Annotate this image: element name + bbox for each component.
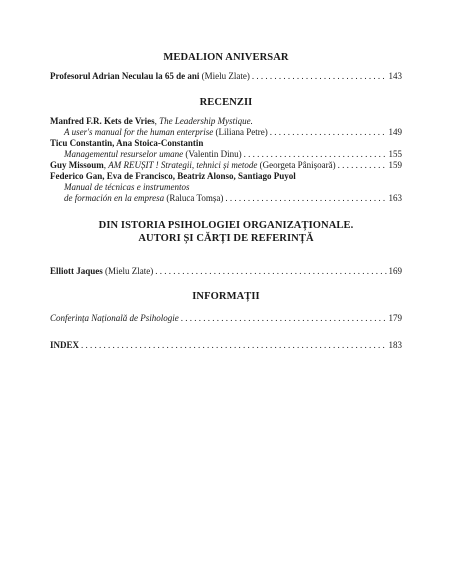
- entry-reviewer: (Valentin Dinu): [183, 149, 242, 159]
- entry-authors: Ticu Constantin, Ana Stoica-Constantin: [50, 138, 204, 148]
- section-heading-medalion: MEDALION ANIVERSAR: [163, 52, 289, 63]
- leader-dots: [338, 160, 387, 171]
- page-number: 159: [388, 160, 402, 170]
- leader-dots: [181, 313, 387, 324]
- entry-sep: ,: [103, 160, 109, 170]
- toc-entry-kets-de-vries[interactable]: [50, 116, 402, 138]
- section-heading-informatii: INFORMAȚII: [192, 291, 260, 302]
- entry-author: (Mielu Zlate): [199, 71, 250, 81]
- toc-entry-jaques[interactable]: [50, 266, 402, 277]
- entry-authors: Guy Missoum: [50, 160, 104, 170]
- toc-entry-index[interactable]: [50, 340, 402, 351]
- entry-reviewer: (Georgeta Pânișoară): [257, 160, 336, 170]
- leader-dots: [270, 127, 387, 138]
- leader-dots: [225, 193, 386, 204]
- page-number: 149: [388, 127, 402, 137]
- toc-entry-missoum[interactable]: [50, 160, 402, 171]
- section-heading-recenzii: RECENZII: [199, 97, 253, 108]
- leader-dots: [155, 266, 386, 277]
- page-number: 163: [388, 193, 402, 203]
- toc-entry-conferinta[interactable]: [50, 313, 402, 324]
- entry-title-line2: A user's manual for the human enterprise: [64, 127, 214, 137]
- leader-dots: [81, 340, 386, 351]
- entry-author: (Mielu Zlate): [102, 266, 154, 276]
- toc-entry-neculau[interactable]: [50, 71, 402, 82]
- toc-entry-constantin[interactable]: [50, 138, 402, 160]
- page-number: 155: [388, 149, 402, 159]
- entry-reviewer: (Raluca Tomșa): [164, 193, 224, 203]
- entry-title: AM REUȘIT ! Strategii, tehnici și metode: [108, 160, 258, 170]
- page-number: 179: [388, 313, 402, 323]
- leader-dots: [252, 71, 387, 82]
- entry-title: Elliott Jaques: [50, 266, 103, 276]
- entry-title: Managementul resurselor umane: [64, 149, 184, 159]
- entry-authors: Federico Gan, Eva de Francisco, Beatriz Alonso, Santiago Puyol: [50, 171, 296, 181]
- entry-sep: ,: [154, 116, 160, 126]
- section-heading-istoria-line2: AUTORI ȘI CĂRȚI DE REFERINȚĂ: [138, 233, 314, 244]
- page-number: 143: [388, 71, 402, 81]
- entry-title-line2: de formación en la empresa: [64, 193, 165, 203]
- entry-title: Conferința Națională de Psihologie: [50, 313, 179, 323]
- entry-authors: Manfred F.R. Kets de Vries: [50, 116, 155, 126]
- leader-dots: [244, 149, 387, 160]
- entry-title: Profesorul Adrian Neculau la 65 de ani: [50, 71, 200, 81]
- entry-reviewer: (Liliana Petre): [213, 127, 268, 137]
- section-heading-istoria-line1: DIN ISTORIA PSIHOLOGIEI ORGANIZAȚIONALE.: [98, 220, 354, 231]
- page-number: 169: [388, 266, 402, 276]
- entry-title-line1: Manual de técnicas e instrumentos: [64, 182, 190, 192]
- toc-entry-gan[interactable]: [50, 171, 402, 204]
- entry-title: INDEX: [50, 340, 80, 350]
- page-number: 183: [388, 340, 402, 350]
- entry-title-line1: The Leadership Mystique.: [159, 116, 253, 126]
